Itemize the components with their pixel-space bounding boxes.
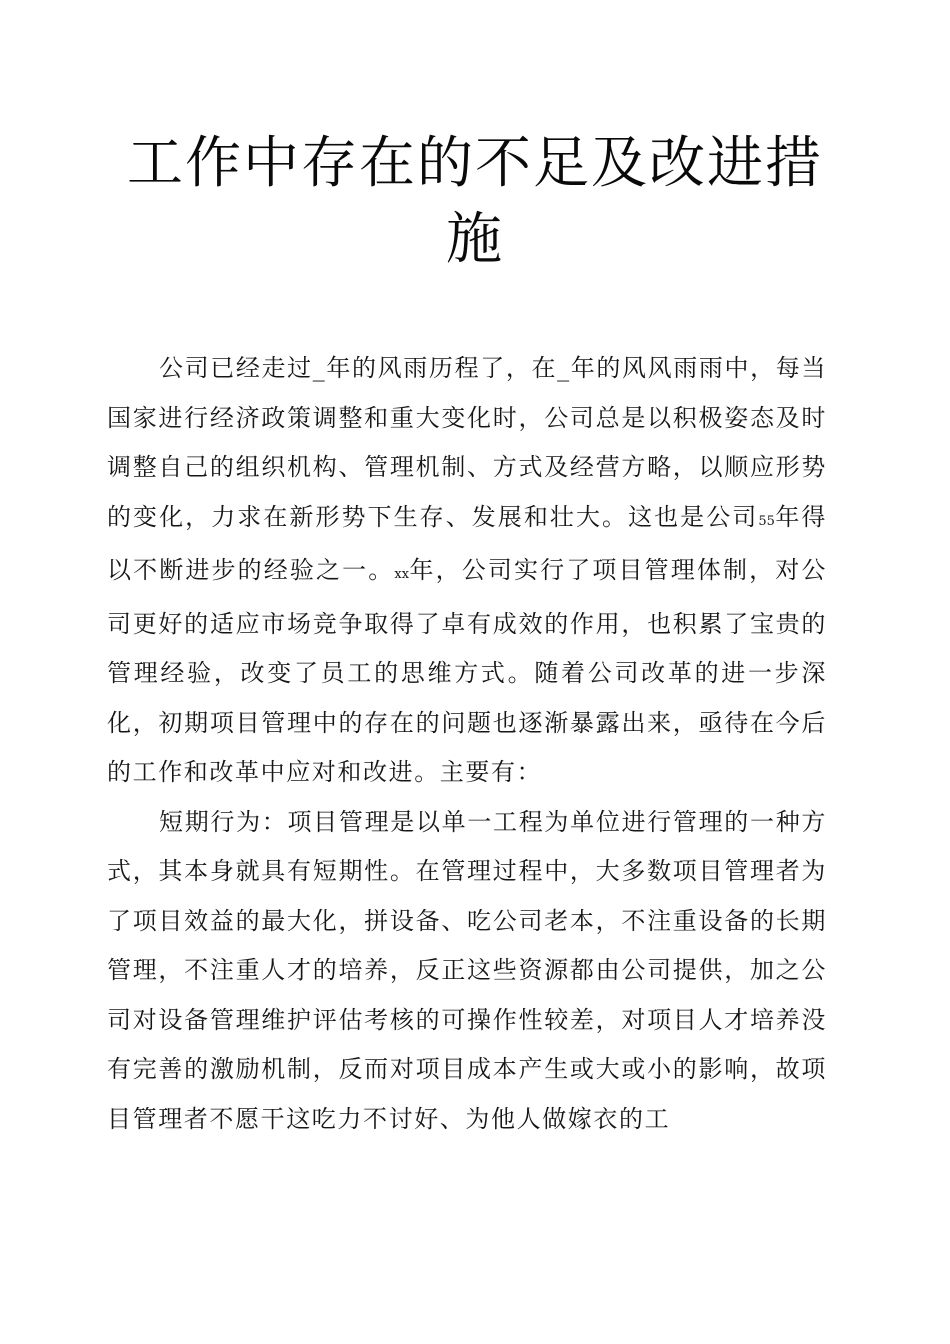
document-body <box>107 344 827 1144</box>
paragraph-intro-number: 55 <box>758 513 775 529</box>
title-line-2: 施 <box>446 206 504 272</box>
document-title <box>0 126 950 278</box>
paragraph-intro-year-placeholder: xx <box>394 567 410 582</box>
paragraph-short-term: 短期行为：项目管理是以单一工程为单位进行管理的一种方式，其本身就具有短期性。在管理过程中，大多数项目管理者为了项目效益的最大化，拼设备、吃公司老本，不注重设备的长期管理，不注重人才的培养，反正这些资源都由公司提供，加之公司对设备管理维护评估考核的可操作性较差，对项目人才培养没有完善的激励机制，反而对项目成本产生或大或小的影响，故项目管理者不愿干这吃力不讨好、为他人做嫁衣的工 <box>107 807 827 1133</box>
paragraph-intro-text-a: 公司已经走过_年的风雨历程了，在_年的风风雨雨中，每当国家进行经济政策调整和重大变化时，公司总是以积极姿态及时调整自己的组织机构、管理机制、方式及经营方略，以顺应形势的变化，力求在新形势下生存、发展和壮大。这也是公司 <box>107 354 827 531</box>
paragraph-intro-text-b: 年得以不断进步的经验之一。 <box>107 502 827 584</box>
title-line-1: 工作中存在的不足及改进措 <box>127 130 823 196</box>
paragraph-intro <box>107 344 827 798</box>
paragraph-intro-text-c: 年，公司实行了项目管理体制，对公司更好的适应市场竞争取得了卓有成效的作用，也积累了宝贵的管理经验，改变了员工的思维方式。随着公司改革的进一步深化，初期项目管理中的存在的问题也逐渐暴露出来，亟待在今后的工作和改革中应对和改进。主要有： <box>107 556 827 786</box>
